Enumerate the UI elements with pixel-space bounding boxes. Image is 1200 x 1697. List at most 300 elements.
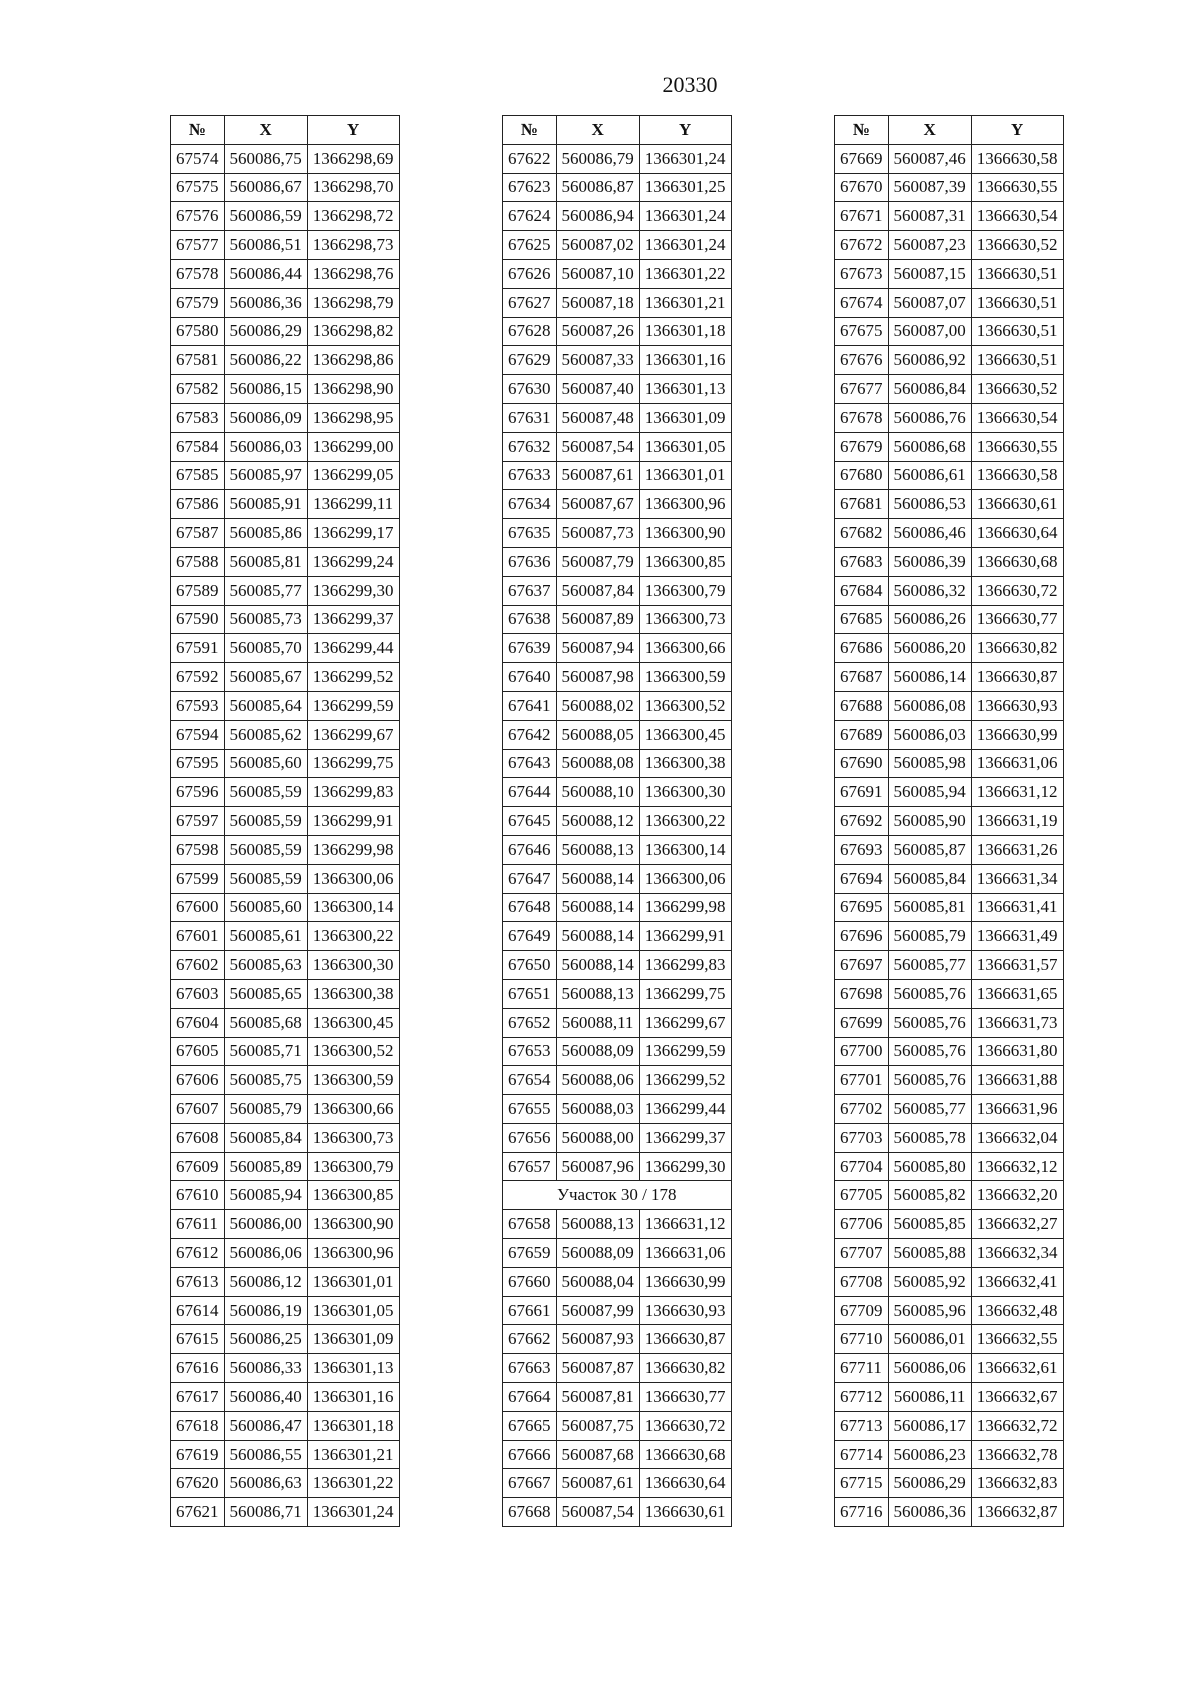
cell-x: 560085,91 (224, 490, 307, 519)
cell-num: 67663 (503, 1354, 557, 1383)
cell-x: 560085,63 (224, 951, 307, 980)
cell-x: 560086,17 (888, 1411, 971, 1440)
cell-x: 560086,61 (888, 461, 971, 490)
cell-x: 560088,14 (556, 893, 639, 922)
header-y: Y (307, 116, 399, 145)
cell-num: 67625 (503, 231, 557, 260)
cell-y: 1366298,79 (307, 288, 399, 317)
table-row (171, 1066, 400, 1095)
table-row (835, 1354, 1064, 1383)
cell-y: 1366298,90 (307, 375, 399, 404)
cell-y: 1366299,00 (307, 432, 399, 461)
table-row (171, 1095, 400, 1124)
cell-y: 1366301,16 (307, 1383, 399, 1412)
cell-x: 560085,97 (224, 461, 307, 490)
cell-num: 67615 (171, 1325, 225, 1354)
cell-num: 67603 (171, 979, 225, 1008)
cell-x: 560085,61 (224, 922, 307, 951)
cell-num: 67588 (171, 547, 225, 576)
cell-x: 560085,64 (224, 691, 307, 720)
cell-y: 1366299,37 (307, 605, 399, 634)
table-row (503, 202, 732, 231)
table-row (171, 403, 400, 432)
cell-y: 1366631,34 (971, 864, 1063, 893)
cell-x: 560085,88 (888, 1239, 971, 1268)
table-row (835, 259, 1064, 288)
cell-num: 67688 (835, 691, 889, 720)
cell-y: 1366632,48 (971, 1296, 1063, 1325)
cell-x: 560086,09 (224, 403, 307, 432)
table-row (835, 432, 1064, 461)
cell-y: 1366632,67 (971, 1383, 1063, 1412)
cell-y: 1366300,85 (639, 547, 731, 576)
table-row (835, 1210, 1064, 1239)
cell-num: 67661 (503, 1296, 557, 1325)
header-y: Y (971, 116, 1063, 145)
cell-y: 1366299,75 (307, 749, 399, 778)
cell-x: 560088,03 (556, 1095, 639, 1124)
table-row (835, 1325, 1064, 1354)
table-row (835, 231, 1064, 260)
cell-x: 560086,26 (888, 605, 971, 634)
cell-num: 67627 (503, 288, 557, 317)
table-header-row (835, 116, 1064, 145)
cell-num: 67659 (503, 1239, 557, 1268)
table-row (503, 720, 732, 749)
cell-x: 560087,94 (556, 634, 639, 663)
cell-x: 560085,80 (888, 1152, 971, 1181)
table-row (171, 490, 400, 519)
cell-num: 67674 (835, 288, 889, 317)
table-row (835, 173, 1064, 202)
cell-num: 67600 (171, 893, 225, 922)
table-row (503, 634, 732, 663)
cell-num: 67606 (171, 1066, 225, 1095)
table-row (171, 1383, 400, 1412)
cell-num: 67642 (503, 720, 557, 749)
cell-num: 67646 (503, 835, 557, 864)
cell-x: 560086,59 (224, 202, 307, 231)
table-row (503, 1469, 732, 1498)
table-row (835, 144, 1064, 173)
cell-num: 67624 (503, 202, 557, 231)
cell-y: 1366299,59 (307, 691, 399, 720)
cell-y: 1366632,78 (971, 1440, 1063, 1469)
cell-y: 1366300,96 (307, 1239, 399, 1268)
section-label: Участок 30 / 178 (503, 1181, 732, 1210)
cell-y: 1366299,98 (639, 893, 731, 922)
cell-y: 1366631,19 (971, 807, 1063, 836)
table-row (171, 893, 400, 922)
table-row (171, 432, 400, 461)
cell-num: 67620 (171, 1469, 225, 1498)
cell-x: 560087,87 (556, 1354, 639, 1383)
cell-num: 67639 (503, 634, 557, 663)
table-row (503, 1152, 732, 1181)
cell-y: 1366631,26 (971, 835, 1063, 864)
cell-y: 1366300,73 (307, 1123, 399, 1152)
cell-y: 1366298,76 (307, 259, 399, 288)
cell-x: 560088,00 (556, 1123, 639, 1152)
cell-x: 560085,76 (888, 1008, 971, 1037)
cell-y: 1366299,67 (639, 1008, 731, 1037)
section-row (503, 1181, 732, 1210)
cell-x: 560086,32 (888, 576, 971, 605)
cell-x: 560087,89 (556, 605, 639, 634)
cell-num: 67713 (835, 1411, 889, 1440)
cell-x: 560086,36 (224, 288, 307, 317)
cell-x: 560085,81 (888, 893, 971, 922)
cell-num: 67637 (503, 576, 557, 605)
cell-y: 1366298,82 (307, 317, 399, 346)
cell-x: 560085,84 (888, 864, 971, 893)
table-row (835, 893, 1064, 922)
cell-x: 560086,71 (224, 1498, 307, 1527)
cell-x: 560086,76 (888, 403, 971, 432)
cell-y: 1366300,30 (307, 951, 399, 980)
cell-y: 1366630,77 (971, 605, 1063, 634)
cell-num: 67675 (835, 317, 889, 346)
cell-x: 560085,75 (224, 1066, 307, 1095)
cell-x: 560085,82 (888, 1181, 971, 1210)
cell-x: 560085,98 (888, 749, 971, 778)
table-row (171, 1123, 400, 1152)
table-row (503, 864, 732, 893)
cell-y: 1366299,75 (639, 979, 731, 1008)
cell-num: 67690 (835, 749, 889, 778)
cell-num: 67636 (503, 547, 557, 576)
cell-x: 560087,46 (888, 144, 971, 173)
cell-num: 67681 (835, 490, 889, 519)
cell-y: 1366299,44 (307, 634, 399, 663)
cell-x: 560085,84 (224, 1123, 307, 1152)
cell-num: 67647 (503, 864, 557, 893)
cell-y: 1366299,11 (307, 490, 399, 519)
cell-num: 67595 (171, 749, 225, 778)
cell-y: 1366300,14 (639, 835, 731, 864)
table-row (171, 1296, 400, 1325)
table-row (503, 1498, 732, 1527)
cell-num: 67607 (171, 1095, 225, 1124)
cell-y: 1366300,66 (639, 634, 731, 663)
cell-x: 560085,59 (224, 864, 307, 893)
cell-x: 560087,40 (556, 375, 639, 404)
table-row (835, 1469, 1064, 1498)
cell-y: 1366300,14 (307, 893, 399, 922)
cell-x: 560086,19 (224, 1296, 307, 1325)
cell-y: 1366630,87 (971, 663, 1063, 692)
cell-y: 1366630,61 (639, 1498, 731, 1527)
cell-y: 1366299,52 (307, 663, 399, 692)
cell-x: 560086,08 (888, 691, 971, 720)
cell-num: 67689 (835, 720, 889, 749)
table-row (171, 1498, 400, 1527)
cell-y: 1366631,88 (971, 1066, 1063, 1095)
table-row (503, 922, 732, 951)
cell-num: 67583 (171, 403, 225, 432)
table-row (835, 1296, 1064, 1325)
cell-y: 1366299,83 (639, 951, 731, 980)
cell-num: 67640 (503, 663, 557, 692)
cell-x: 560085,94 (224, 1181, 307, 1210)
table-row (835, 1383, 1064, 1412)
cell-y: 1366299,59 (639, 1037, 731, 1066)
table-row (503, 1095, 732, 1124)
header-num: № (835, 116, 889, 145)
cell-num: 67666 (503, 1440, 557, 1469)
cell-y: 1366632,41 (971, 1267, 1063, 1296)
table-row (171, 1267, 400, 1296)
cell-x: 560087,67 (556, 490, 639, 519)
table-row (835, 979, 1064, 1008)
cell-x: 560086,00 (224, 1210, 307, 1239)
table-row (171, 1411, 400, 1440)
table-row (171, 1440, 400, 1469)
cell-x: 560085,71 (224, 1037, 307, 1066)
cell-x: 560086,44 (224, 259, 307, 288)
table-row (171, 1210, 400, 1239)
cell-num: 67632 (503, 432, 557, 461)
cell-y: 1366301,05 (307, 1296, 399, 1325)
cell-y: 1366300,59 (307, 1066, 399, 1095)
table-row (171, 634, 400, 663)
cell-y: 1366300,66 (307, 1095, 399, 1124)
table-row (835, 317, 1064, 346)
cell-num: 67629 (503, 346, 557, 375)
cell-num: 67621 (171, 1498, 225, 1527)
table-row (171, 864, 400, 893)
cell-y: 1366301,01 (639, 461, 731, 490)
cell-num: 67695 (835, 893, 889, 922)
cell-x: 560085,79 (224, 1095, 307, 1124)
table-row (835, 547, 1064, 576)
cell-num: 67580 (171, 317, 225, 346)
table-row (171, 1354, 400, 1383)
cell-x: 560085,92 (888, 1267, 971, 1296)
cell-y: 1366301,13 (639, 375, 731, 404)
cell-x: 560086,53 (888, 490, 971, 519)
table-row (171, 231, 400, 260)
cell-x: 560086,20 (888, 634, 971, 663)
cell-y: 1366630,72 (971, 576, 1063, 605)
cell-x: 560087,18 (556, 288, 639, 317)
cell-num: 67593 (171, 691, 225, 720)
table-row (835, 288, 1064, 317)
cell-num: 67711 (835, 1354, 889, 1383)
cell-x: 560088,04 (556, 1267, 639, 1296)
cell-y: 1366632,72 (971, 1411, 1063, 1440)
cell-num: 67631 (503, 403, 557, 432)
cell-num: 67701 (835, 1066, 889, 1095)
cell-num: 67677 (835, 375, 889, 404)
table-row (503, 490, 732, 519)
cell-y: 1366299,44 (639, 1095, 731, 1124)
cell-x: 560086,67 (224, 173, 307, 202)
cell-num: 67657 (503, 1152, 557, 1181)
cell-num: 67671 (835, 202, 889, 231)
cell-num: 67686 (835, 634, 889, 663)
table-row (835, 720, 1064, 749)
cell-y: 1366300,38 (639, 749, 731, 778)
cell-y: 1366298,95 (307, 403, 399, 432)
cell-num: 67654 (503, 1066, 557, 1095)
table-row (503, 1411, 732, 1440)
table-row (503, 1354, 732, 1383)
cell-y: 1366630,99 (971, 720, 1063, 749)
table-row (171, 922, 400, 951)
cell-y: 1366630,51 (971, 346, 1063, 375)
cell-y: 1366301,25 (639, 173, 731, 202)
cell-x: 560088,10 (556, 778, 639, 807)
cell-num: 67596 (171, 778, 225, 807)
cell-num: 67684 (835, 576, 889, 605)
cell-num: 67712 (835, 1383, 889, 1412)
cell-y: 1366298,86 (307, 346, 399, 375)
cell-y: 1366631,80 (971, 1037, 1063, 1066)
cell-x: 560086,29 (888, 1469, 971, 1498)
cell-num: 67702 (835, 1095, 889, 1124)
cell-x: 560088,14 (556, 922, 639, 951)
cell-x: 560086,23 (888, 1440, 971, 1469)
cell-x: 560085,60 (224, 893, 307, 922)
cell-num: 67673 (835, 259, 889, 288)
table-row (835, 519, 1064, 548)
cell-x: 560088,02 (556, 691, 639, 720)
table-row (503, 691, 732, 720)
table-row (171, 173, 400, 202)
table-row (835, 663, 1064, 692)
cell-num: 67610 (171, 1181, 225, 1210)
table-row (503, 1440, 732, 1469)
cell-num: 67696 (835, 922, 889, 951)
table-row (835, 864, 1064, 893)
cell-num: 67685 (835, 605, 889, 634)
cell-y: 1366301,16 (639, 346, 731, 375)
cell-x: 560088,13 (556, 1210, 639, 1239)
cell-x: 560085,76 (888, 1066, 971, 1095)
table-row (503, 1239, 732, 1268)
cell-num: 67670 (835, 173, 889, 202)
cell-num: 67703 (835, 1123, 889, 1152)
cell-x: 560086,25 (224, 1325, 307, 1354)
header-x: X (556, 116, 639, 145)
cell-num: 67697 (835, 951, 889, 980)
cell-num: 67635 (503, 519, 557, 548)
cell-num: 67617 (171, 1383, 225, 1412)
cell-x: 560088,11 (556, 1008, 639, 1037)
cell-num: 67578 (171, 259, 225, 288)
cell-x: 560085,76 (888, 979, 971, 1008)
table-row (171, 375, 400, 404)
table-row (835, 922, 1064, 951)
cell-num: 67656 (503, 1123, 557, 1152)
cell-y: 1366630,87 (639, 1325, 731, 1354)
cell-y: 1366631,65 (971, 979, 1063, 1008)
cell-y: 1366630,55 (971, 173, 1063, 202)
cell-x: 560085,78 (888, 1123, 971, 1152)
table-row (503, 1066, 732, 1095)
cell-num: 67581 (171, 346, 225, 375)
cell-x: 560085,94 (888, 778, 971, 807)
cell-x: 560087,98 (556, 663, 639, 692)
cell-num: 67694 (835, 864, 889, 893)
cell-num: 67704 (835, 1152, 889, 1181)
cell-num: 67664 (503, 1383, 557, 1412)
cell-x: 560087,15 (888, 259, 971, 288)
cell-num: 67700 (835, 1037, 889, 1066)
cell-y: 1366299,67 (307, 720, 399, 749)
table-row (503, 605, 732, 634)
cell-x: 560085,65 (224, 979, 307, 1008)
cell-num: 67574 (171, 144, 225, 173)
cell-num: 67590 (171, 605, 225, 634)
cell-num: 67699 (835, 1008, 889, 1037)
cell-num: 67672 (835, 231, 889, 260)
cell-x: 560087,10 (556, 259, 639, 288)
table-row (503, 1037, 732, 1066)
cell-y: 1366301,24 (639, 231, 731, 260)
cell-y: 1366301,22 (639, 259, 731, 288)
header-x: X (888, 116, 971, 145)
cell-x: 560087,02 (556, 231, 639, 260)
cell-num: 67650 (503, 951, 557, 980)
cell-x: 560087,96 (556, 1152, 639, 1181)
cell-y: 1366300,38 (307, 979, 399, 1008)
cell-x: 560087,26 (556, 317, 639, 346)
cell-y: 1366301,22 (307, 1469, 399, 1498)
cell-x: 560087,81 (556, 1383, 639, 1412)
cell-y: 1366300,90 (307, 1210, 399, 1239)
cell-x: 560088,12 (556, 807, 639, 836)
cell-y: 1366300,59 (639, 663, 731, 692)
cell-y: 1366631,57 (971, 951, 1063, 980)
cell-num: 67614 (171, 1296, 225, 1325)
cell-x: 560088,14 (556, 864, 639, 893)
table-row (503, 663, 732, 692)
cell-x: 560087,79 (556, 547, 639, 576)
cell-x: 560087,48 (556, 403, 639, 432)
table-row (835, 1095, 1064, 1124)
cell-num: 67585 (171, 461, 225, 490)
cell-num: 67682 (835, 519, 889, 548)
cell-y: 1366300,45 (307, 1008, 399, 1037)
cell-x: 560085,59 (224, 778, 307, 807)
cell-y: 1366299,91 (639, 922, 731, 951)
cell-y: 1366298,73 (307, 231, 399, 260)
cell-y: 1366632,61 (971, 1354, 1063, 1383)
table-row (171, 202, 400, 231)
cell-y: 1366300,85 (307, 1181, 399, 1210)
header-num: № (171, 116, 225, 145)
table-row (171, 1325, 400, 1354)
table-row (835, 634, 1064, 663)
cell-num: 67591 (171, 634, 225, 663)
cell-y: 1366301,21 (307, 1440, 399, 1469)
cell-num: 67601 (171, 922, 225, 951)
table-row (171, 1239, 400, 1268)
table-row (171, 1469, 400, 1498)
cell-y: 1366632,12 (971, 1152, 1063, 1181)
cell-x: 560086,55 (224, 1440, 307, 1469)
cell-num: 67708 (835, 1267, 889, 1296)
table-row (503, 403, 732, 432)
cell-num: 67641 (503, 691, 557, 720)
table-row (835, 1440, 1064, 1469)
cell-y: 1366631,12 (971, 778, 1063, 807)
table-row (171, 749, 400, 778)
cell-num: 67668 (503, 1498, 557, 1527)
cell-y: 1366299,83 (307, 778, 399, 807)
